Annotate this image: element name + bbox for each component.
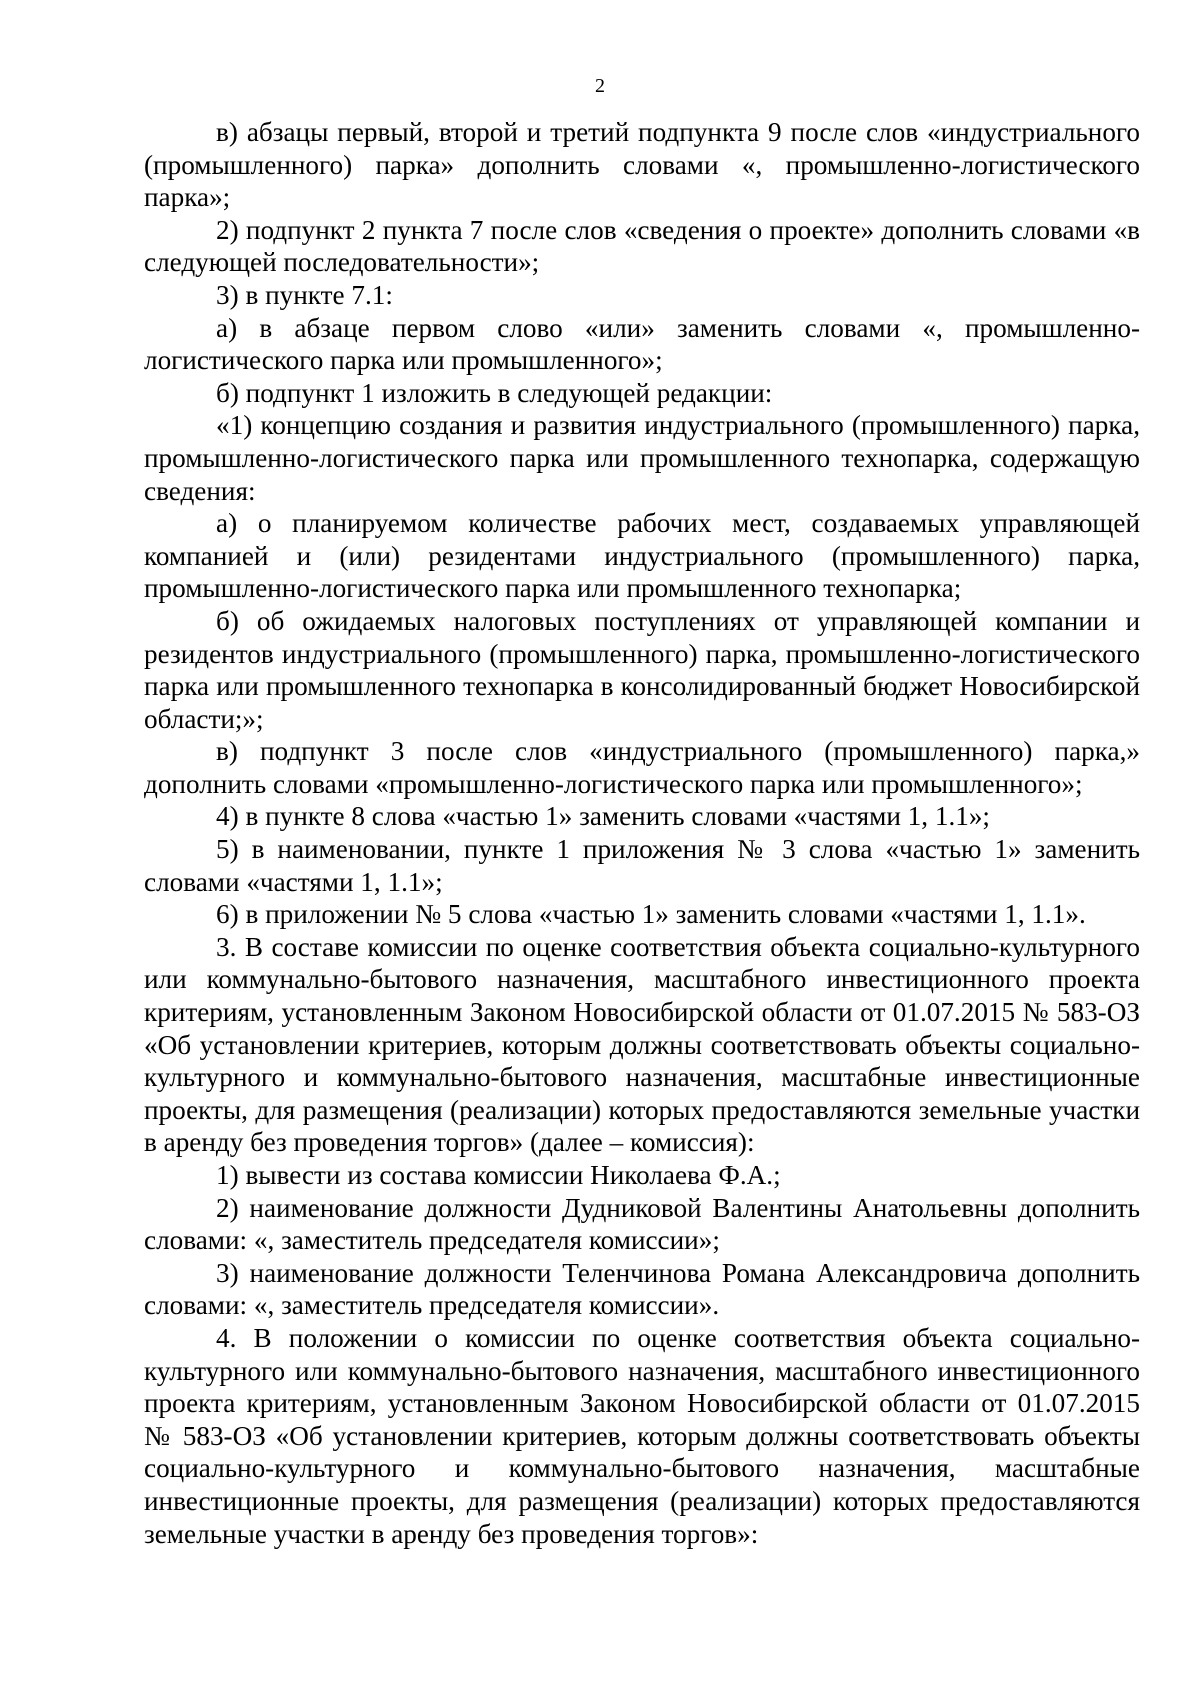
paragraph-section-4: 4. В положении о комиссии по оценке соответствия объекта социально-культурного или коммунально-бытового назначения, масштабного инвестиционного проекта критериям, установленным Законом Новосибирской области от 01.07.2015 № 583-ОЗ «Об установлении критериев, которым должны соответствовать объекты социально-культурного и коммунально-бытового назначения, масштабные инвестиционные проекты, для размещения (реализации) которых предоставляются земельные участки в аренду без проведения торгов»:	[144, 1322, 1140, 1549]
paragraph-amend-9: в) абзацы первый, второй и третий подпункта 9 после слов «индустриального (промышленного) парка» дополнить словами «, промышленно-логистического парка»;	[144, 117, 1140, 213]
document-body	[144, 116, 1140, 1550]
paragraph-item-6: 6) в приложении № 5 слова «частью 1» заменить словами «частями 1, 1.1».	[216, 899, 1086, 930]
paragraph-item-3a: а) в абзаце первом слово «или» заменить словами «, промышленно-логистического парка или промышленного»;	[144, 312, 1140, 376]
paragraph-concept-b: б) об ожидаемых налоговых поступлениях от управляющей компании и резидентов индустриального (промышленного) парка, промышленно-логистического парка или промышленного технопарка в консолидированный бюджет Новосибирской области;»;	[144, 605, 1140, 734]
paragraph-section-3-2: 2) наименование должности Дудниковой Валентины Анатольевны дополнить словами: «, заместитель председателя комиссии»;	[144, 1192, 1140, 1256]
paragraph-item-2: 2) подпункт 2 пункта 7 после слов «сведения о проекте» дополнить словами «в следующей последовательности»;	[144, 214, 1140, 278]
paragraph-concept-a: а) о планируемом количестве рабочих мест, создаваемых управляющей компанией и (или) резидентами индустриального (промышленного) парка, промышленно-логистического парка или промышленного технопарка;	[144, 508, 1140, 604]
paragraph-item-4: 4) в пункте 8 слова «частью 1» заменить словами «частями 1, 1.1»;	[216, 801, 990, 832]
paragraph-concept: «1) концепцию создания и развития индустриального (промышленного) парка, промышленно-логистического парка или промышленного технопарка, содержащую сведения:	[144, 410, 1140, 506]
paragraph-section-3: 3. В составе комиссии по оценке соответствия объекта социально-культурного или коммунально-бытового назначения, масштабного инвестиционного проекта критериям, установленным Законом Новосибирской области от 01.07.2015 № 583-ОЗ «Об установлении критериев, которым должны соответствовать объекты социально-культурного и коммунально-бытового назначения, масштабные инвестиционные проекты, для размещения (реализации) которых предоставляются земельные участки в аренду без проведения торгов» (далее – комиссия):	[144, 931, 1140, 1158]
paragraph-section-3-3: 3) наименование должности Теленчинова Романа Александровича дополнить словами: «, заместитель председателя комиссии».	[144, 1257, 1140, 1321]
paragraph-section-3-1: 1) вывести из состава комиссии Николаева Ф.А.;	[216, 1160, 781, 1190]
paragraph-item-5: 5) в наименовании, пункте 1 приложения № 3 слова «частью 1» заменить словами «частями 1, 1.1»;	[144, 834, 1140, 897]
paragraph-item-3: 3) в пункте 7.1:	[216, 279, 393, 310]
page-number: 2	[595, 75, 605, 97]
paragraph-item-3v: в) подпункт 3 после слов «индустриального (промышленного) парка,» дополнить словами «промышленно-логистического парка или промышленного»;	[144, 736, 1140, 799]
paragraph-item-3b: б) подпункт 1 изложить в следующей редакции:	[216, 377, 773, 408]
